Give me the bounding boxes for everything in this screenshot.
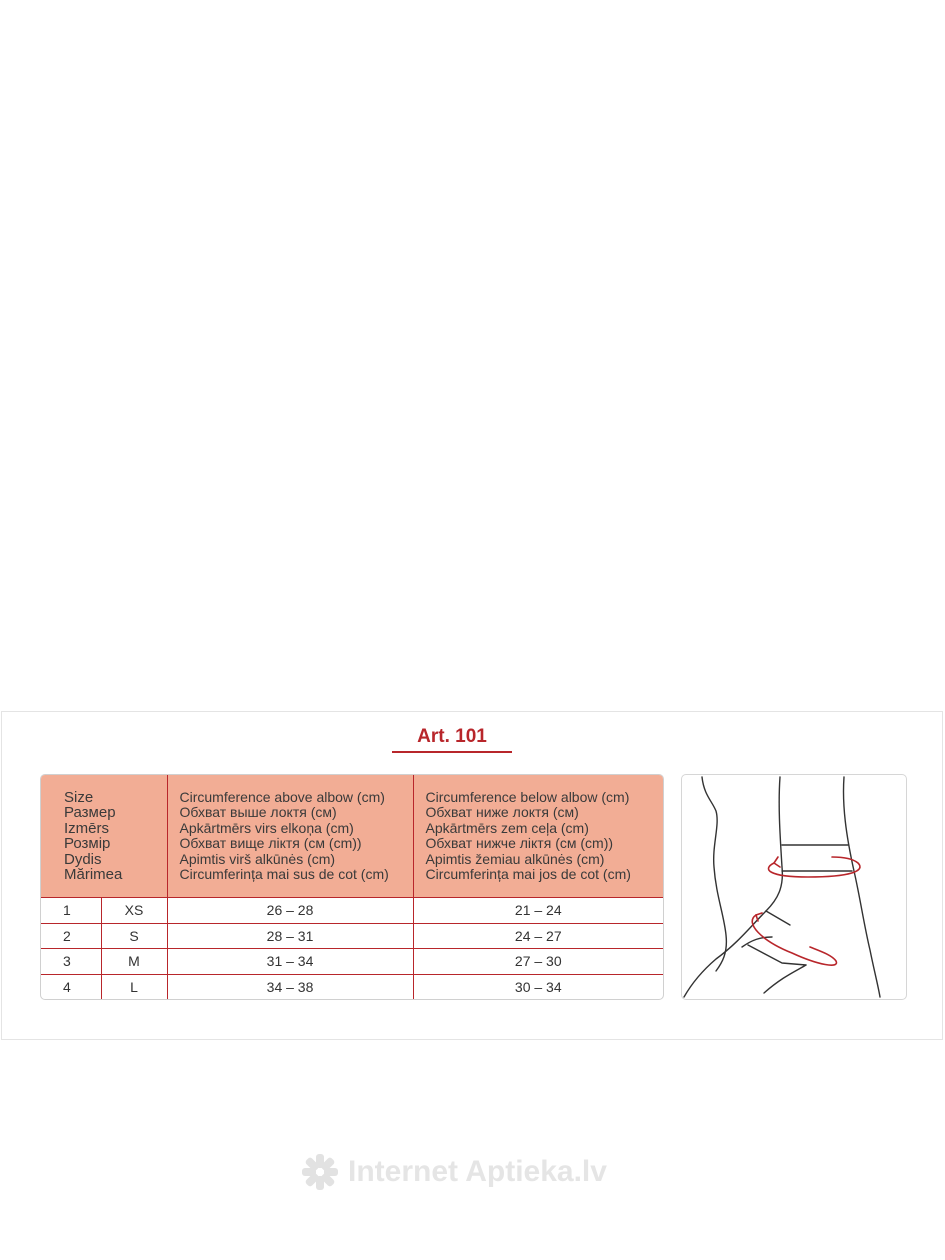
watermark [300, 1150, 645, 1194]
header-above-line: Apkārtmērs virs elkoņa (cm) [179, 819, 354, 836]
row-above-range: 34 – 38 [167, 974, 413, 999]
elbow-measurement-icon [682, 775, 906, 999]
header-above-line: Обхват выше локтя (см) [179, 804, 337, 820]
header-size-line: Izmērs [64, 819, 109, 837]
header-size-line: Розмір [64, 835, 111, 852]
elbow-measurement-illustration [681, 774, 907, 1000]
table-header-row [41, 775, 663, 898]
header-below-line: Circumference below albow (cm) [425, 788, 630, 805]
header-below-line: Apimtis žemiau alkūnės (cm) [425, 850, 605, 867]
table-row [41, 949, 663, 975]
row-size: S [101, 923, 167, 949]
row-above-range: 26 – 28 [167, 898, 413, 924]
header-size [41, 775, 167, 898]
row-above-range: 31 – 34 [167, 949, 413, 975]
header-size-line: Mărimea [64, 866, 123, 883]
header-above-line: Обхват вище ліктя (см (cm)) [179, 835, 362, 851]
row-number: 3 [41, 949, 101, 975]
row-size: L [101, 974, 167, 999]
internet-aptieka-logo-icon [300, 1152, 340, 1192]
row-number: 1 [41, 898, 101, 924]
header-size-line: Размер [64, 804, 116, 821]
row-number: 4 [63, 978, 71, 995]
header-above-line: Circumference above albow (cm) [179, 788, 385, 805]
header-below-line: Circumferința mai jos de cot (cm) [425, 866, 631, 882]
article-title: Art. 101 [392, 726, 512, 753]
header-above-line: Apimtis virš alkūnės (cm) [179, 850, 336, 867]
table-row [41, 923, 663, 949]
row-above-range: 28 – 31 [167, 923, 413, 949]
header-below-elbow [413, 775, 663, 898]
row-below-range: 30 – 34 [413, 974, 663, 999]
row-number: 2 [41, 923, 101, 949]
header-size-line: Dydis [64, 850, 102, 868]
watermark-text: Internet Aptieka.lv [348, 1155, 607, 1188]
table-row [41, 898, 663, 924]
header-below-line: Apkārtmērs zem ceļa (cm) [425, 819, 589, 836]
header-size-line: Size [64, 788, 94, 806]
row-below-range: 24 – 27 [413, 923, 663, 949]
size-table [41, 775, 663, 999]
row-below-range: 27 – 30 [413, 949, 663, 975]
row-size: XS [101, 898, 167, 924]
row-below-range: 21 – 24 [413, 898, 663, 924]
size-table-container [40, 774, 664, 1000]
header-above-line: Circumferința mai sus de cot (cm) [179, 866, 389, 882]
table-row [41, 974, 663, 999]
header-below-line: Обхват нижче ліктя (см (cm)) [425, 835, 614, 851]
header-above-elbow [167, 775, 413, 898]
row-size: M [101, 949, 167, 975]
header-below-line: Обхват ниже локтя (см) [425, 804, 579, 820]
